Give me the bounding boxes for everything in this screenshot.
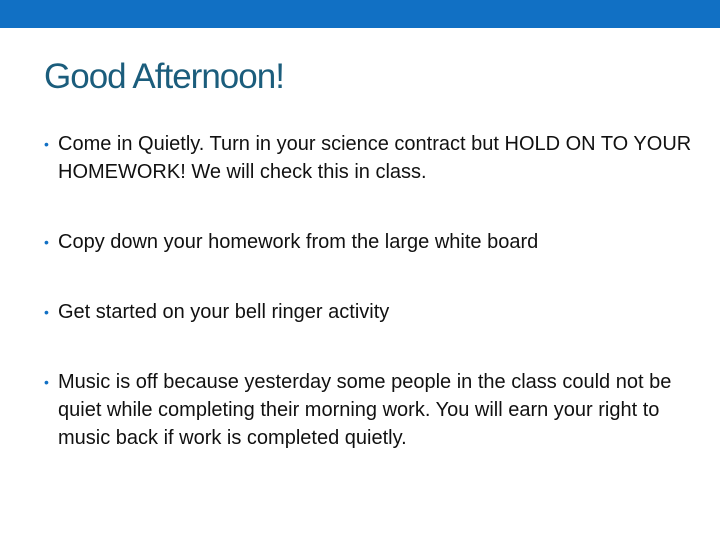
bullet-item <box>44 228 694 256</box>
bullet-text: Copy down your homework from the large white board <box>58 231 539 253</box>
bullet-item <box>44 368 694 452</box>
top-accent-bar <box>0 0 720 28</box>
bullet-item <box>44 298 694 326</box>
bullet-item <box>44 130 694 186</box>
bullet-text: Get started on your bell ringer activity <box>58 301 390 323</box>
bullet-text: Come in Quietly. Turn in your science contract but HOLD ON TO YOUR HOMEWORK! We will check this in class. <box>58 133 692 183</box>
bullet-list <box>44 130 694 452</box>
bullet-text: Music is off because yesterday some people in the class could not be quiet while completing their morning work. You will earn your right to music back if work is completed quietly. <box>58 371 672 449</box>
bullet-dot-icon: • <box>44 234 49 250</box>
slide-title: Good Afternoon! <box>44 57 284 96</box>
bullet-dot-icon: • <box>44 136 49 152</box>
bullet-dot-icon: • <box>44 304 49 320</box>
bullet-dot-icon: • <box>44 374 49 390</box>
